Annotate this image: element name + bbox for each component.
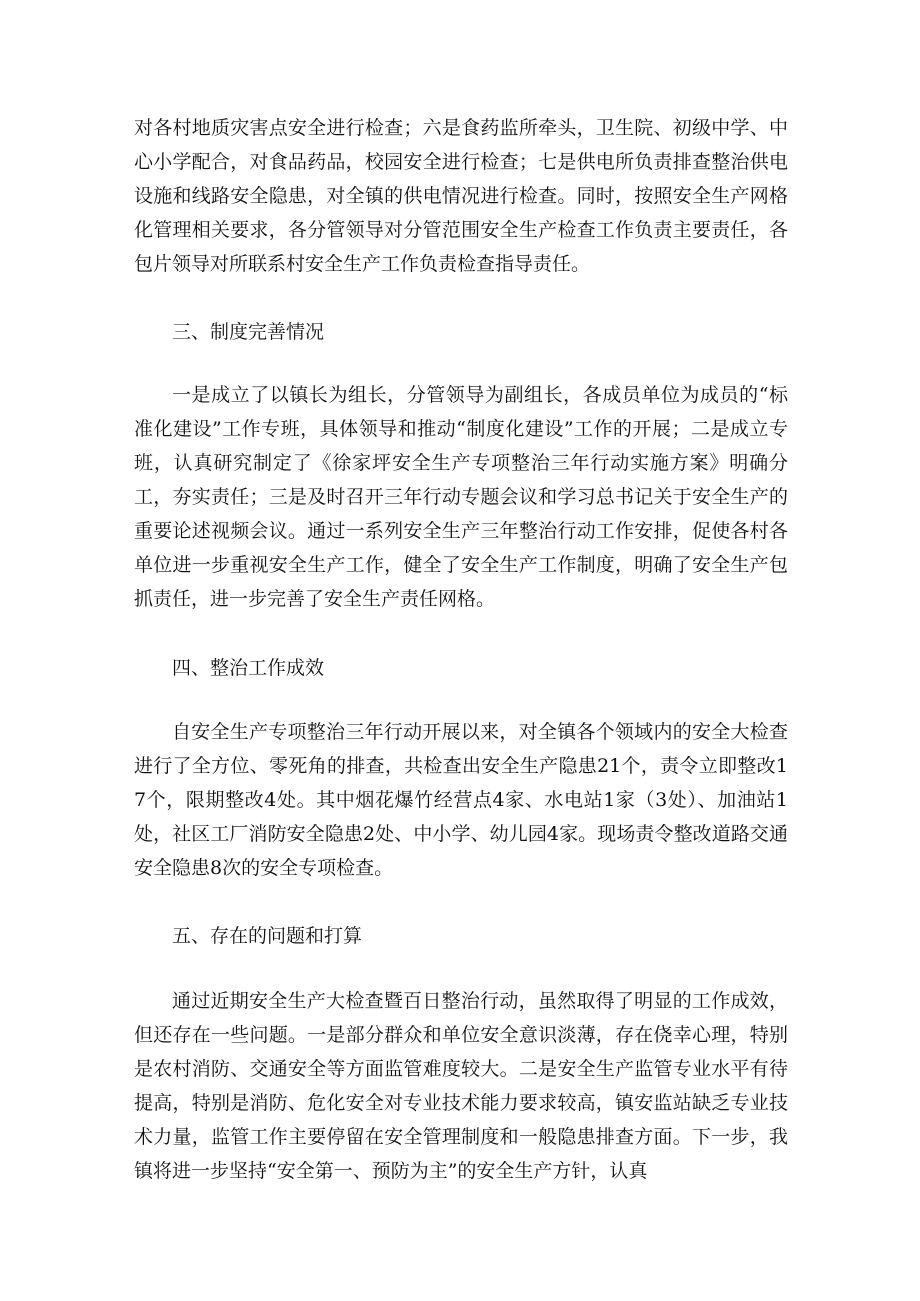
paragraph-problems-and-plans: 通过近期安全生产大检查暨百日整治行动，虽然取得了明显的工作成效，但还存在一些问题。一是部分群众和单位安全意识淡薄，存在侥幸心理，特别是农村消防、交通安全等方面监管难度较大。二是安全生产监管专业水平有待提高，特别是消防、危化安全对专业技术能力要求较高，镇安监站缺乏专业技术力量，监管工作主要停留在安全管理制度和一般隐患排查方面。下一步，我镇将进一步坚持“安全第一、预防为主”的安全生产方针，认真 [134,990,788,1182]
section-heading-system-improvement: 三、制度完善情况 [172,321,325,343]
paragraph-inspection-duties: 对各村地质灾害点安全进行检查；六是食药监所牵头，卫生院、初级中学、中心小学配合，对食品药品，校园安全进行检查；七是供电所负责排查整治供电设施和线路安全隐患，对全镇的供电情况进行检查。同时，按照安全生产网格化管理相关要求，各分管领导对分管范围安全生产检查工作负责主要责任，各包片领导对所联系村安全生产工作负责检查指导责任。 [134,117,788,275]
section-heading-problems-and-plans: 五、存在的问题和打算 [172,925,363,947]
section-heading-rectification-results: 四、整治工作成效 [172,657,325,679]
paragraph-rectification-results: 自安全生产专项整治三年行动开展以来，对全镇各个领域内的安全大检查进行了全方位、零死角的排查，共检查出安全生产隐患21个，责令立即整改17个，限期整改4处。其中烟花爆竹经营点4家、水电站1家（3处）、加油站1处，社区工厂消防安全隐患2处、中小学、幼儿园4家。现场责令整改道路交通安全隐患8次的安全专项检查。 [134,721,788,879]
paragraph-system-improvement: 一是成立了以镇长为组长，分管领导为副组长，各成员单位为成员的“标准化建设”工作专班，具体领导和推动“制度化建设”工作的开展；二是成立专班，认真研究制定了《徐家坪安全生产专项整治三年行动实施方案》明确分工，夯实责任；三是及时召开三年行动专题会议和学习总书记关于安全生产的重要论述视频会议。通过一系列安全生产三年整治行动工作安排，促使各村各单位进一步重视安全生产工作，健全了安全生产工作制度，明确了安全生产包抓责任，进一步完善了安全生产责任网格。 [134,384,788,610]
